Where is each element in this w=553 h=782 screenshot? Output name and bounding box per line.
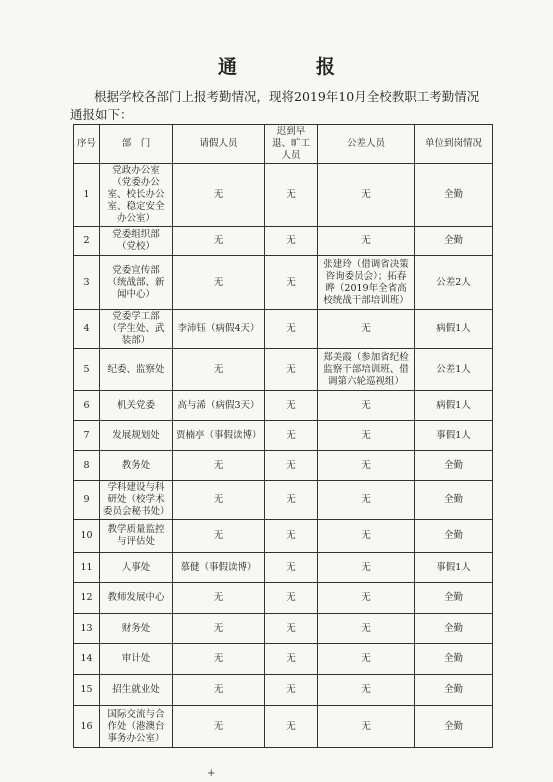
row-business-trip: 无 [318,227,415,256]
row-late: 无 [265,227,318,256]
row-attendance: 病假1人 [415,310,493,349]
row-business-trip: 无 [318,451,415,481]
row-late: 无 [265,675,318,706]
row-leave: 无 [173,520,265,553]
row-department: 纪委、监察处 [100,349,173,391]
row-index: 6 [74,391,100,421]
page-title: 通 报 [217,56,365,78]
row-leave: 慕健（事假读博） [173,553,265,583]
row-index: 14 [74,644,100,675]
row-late: 无 [265,164,318,227]
table-row [74,706,493,748]
table-row [74,256,493,310]
row-late: 无 [265,421,318,451]
row-late: 无 [265,553,318,583]
row-attendance: 全勤 [415,614,493,644]
row-attendance: 全勤 [415,481,493,520]
row-business-trip: 无 [318,553,415,583]
row-late: 无 [265,614,318,644]
row-index: 7 [74,421,100,451]
row-department: 党政办公室（党委办公室、校长办公室、稳定安全办公室） [100,164,173,227]
header-attendance: 单位到岗情况 [415,125,493,164]
row-attendance: 公差2人 [415,256,493,310]
row-department: 党委宣传部（统战部、新闻中心） [100,256,173,310]
page-mark: + [207,768,216,779]
row-attendance: 全勤 [415,520,493,553]
table-row [74,583,493,614]
row-business-trip: 无 [318,520,415,553]
row-late: 无 [265,349,318,391]
table-row [74,481,493,520]
row-business-trip: 无 [318,164,415,227]
row-index: 2 [74,227,100,256]
row-leave: 无 [173,583,265,614]
row-attendance: 事假1人 [415,553,493,583]
row-attendance: 全勤 [415,583,493,614]
row-attendance: 公差1人 [415,349,493,391]
row-department: 国际交流与合作处（港澳台事务办公室） [100,706,173,748]
row-leave: 无 [173,451,265,481]
row-department: 人事处 [100,553,173,583]
attendance-table [73,124,493,748]
row-leave: 无 [173,481,265,520]
table-row [74,227,493,256]
header-business-trip: 公差人员 [318,125,415,164]
row-late: 无 [265,706,318,748]
row-attendance: 全勤 [415,451,493,481]
row-index: 3 [74,256,100,310]
row-late: 无 [265,451,318,481]
row-index: 11 [74,553,100,583]
row-leave: 无 [173,256,265,310]
row-attendance: 全勤 [415,675,493,706]
row-attendance: 全勤 [415,644,493,675]
row-department: 机关党委 [100,391,173,421]
row-leave: 无 [173,706,265,748]
row-index: 9 [74,481,100,520]
row-business-trip: 无 [318,583,415,614]
row-index: 5 [74,349,100,391]
row-business-trip: 无 [318,675,415,706]
row-index: 4 [74,310,100,349]
row-attendance: 全勤 [415,227,493,256]
row-business-trip: 无 [318,614,415,644]
row-leave: 李沛钰（病假4天） [173,310,265,349]
row-business-trip: 郑美霞（参加省纪检监察干部培训班、借调第六轮巡视组） [318,349,415,391]
row-attendance: 全勤 [415,706,493,748]
row-late: 无 [265,256,318,310]
row-department: 招生就业处 [100,675,173,706]
row-department: 教学质量监控与评估处 [100,520,173,553]
row-late: 无 [265,310,318,349]
header-index: 序号 [74,125,100,164]
intro-paragraph: 根据学校各部门上报考勤情况，现将2019年10月全校教职工考勤情况通报如下： [70,89,480,122]
row-department: 财务处 [100,614,173,644]
row-index: 15 [74,675,100,706]
row-business-trip: 无 [318,481,415,520]
row-department: 党委学工部（学生处、武装部） [100,310,173,349]
header-leave: 请假人员 [173,125,265,164]
row-late: 无 [265,520,318,553]
row-business-trip: 无 [318,644,415,675]
row-leave: 无 [173,675,265,706]
row-index: 12 [74,583,100,614]
row-leave: 无 [173,227,265,256]
row-index: 8 [74,451,100,481]
table-row [74,675,493,706]
row-late: 无 [265,391,318,421]
header-department: 部 门 [100,125,173,164]
row-attendance: 病假1人 [415,391,493,421]
row-attendance: 全勤 [415,164,493,227]
header-late: 迟到早退、旷工人员 [265,125,318,164]
row-late: 无 [265,481,318,520]
table-row [74,310,493,349]
row-late: 无 [265,583,318,614]
row-business-trip: 张建玲（借调省决策咨询委员会）；拓春晔（2019年全省高校统战干部培训班） [318,256,415,310]
row-leave: 无 [173,644,265,675]
row-leave: 无 [173,614,265,644]
row-leave: 无 [173,349,265,391]
row-department: 党委组织部（党校） [100,227,173,256]
table-row [74,164,493,227]
row-business-trip: 无 [318,421,415,451]
row-department: 教务处 [100,451,173,481]
row-department: 发展规划处 [100,421,173,451]
row-department: 教师发展中心 [100,583,173,614]
table-row [74,644,493,675]
table-row [74,349,493,391]
row-leave: 无 [173,164,265,227]
row-late: 无 [265,644,318,675]
row-index: 16 [74,706,100,748]
row-attendance: 事假1人 [415,421,493,451]
table-header-row [74,125,493,164]
row-department: 学科建设与科研处（校学术委员会秘书处） [100,481,173,520]
table-row [74,451,493,481]
table-row [74,553,493,583]
row-index: 10 [74,520,100,553]
row-business-trip: 无 [318,706,415,748]
row-business-trip: 无 [318,391,415,421]
table-row [74,614,493,644]
row-index: 13 [74,614,100,644]
table-row [74,520,493,553]
row-business-trip: 无 [318,310,415,349]
row-leave: 高与浠（病假3天） [173,391,265,421]
table-row [74,421,493,451]
row-leave: 贾楠亭（事假读博） [173,421,265,451]
row-index: 1 [74,164,100,227]
row-department: 审计处 [100,644,173,675]
table-row [74,391,493,421]
